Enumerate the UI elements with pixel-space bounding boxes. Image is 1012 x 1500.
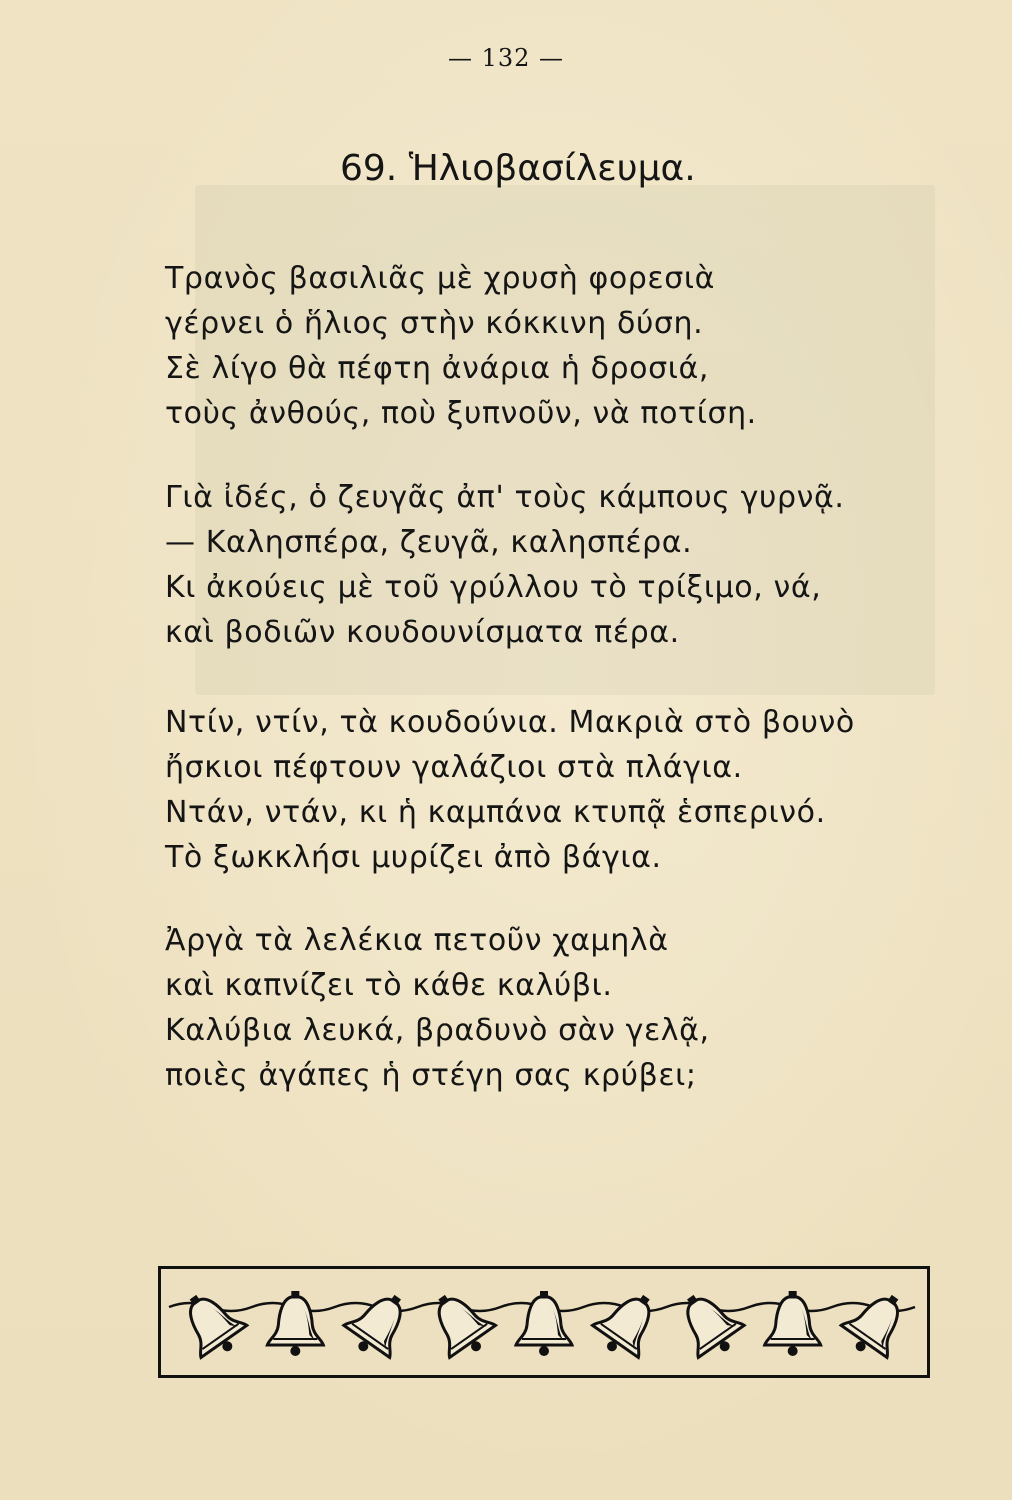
verse-line: Σὲ λίγο θὰ πέφτη ἀνάρια ἡ δροσιά, [165,351,709,386]
verse-line: Γιὰ ἰδές, ὁ ζευγᾶς ἀπ' τοὺς κάμπους γυρνᾷ. [165,480,845,515]
verse-line: Ντάν, ντάν, κι ἡ καμπάνα κτυπᾷ ἑσπερινό. [165,795,826,830]
verse-line: Κι ἀκούεις μὲ τοῦ γρύλλου τὸ τρίξιμο, νά, [165,570,822,605]
bell-icon [765,1291,821,1356]
verse-line: Τρανὸς βασιλιᾶς μὲ χρυσὴ φορεσιὰ [165,261,715,296]
bell-icon [267,1291,323,1356]
bell-icon [338,1281,421,1366]
verse-line: τοὺς ἀνθούς, ποὺ ξυπνοῦν, νὰ ποτίση. [165,396,757,431]
bell-icon [170,1281,253,1366]
verse-line: Καλύβια λευκά, βραδυνὸ σὰν γελᾷ, [165,1013,710,1048]
stanza-4 [165,918,955,1098]
bell-icon [419,1281,502,1366]
page-number: — 132 — [447,44,565,72]
verse-line: Ντίν, ντίν, τὰ κουδούνια. Μακριὰ στὸ βουνὸ [165,705,855,740]
bell-icon [586,1281,669,1366]
verse-line: Ἀργὰ τὰ λελέκια πετοῦν χαμηλὰ [165,923,669,958]
verse-line: ποιὲς ἀγάπες ἡ στέγη σας κρύβει; [165,1058,697,1093]
bell-icon [516,1291,572,1356]
poem-title: 69. Ἡλιοβασίλευμα. [340,148,696,189]
verse-line: γέρνει ὁ ἥλιος στὴν κόκκινη δύση. [165,306,704,341]
bell-icon [667,1281,750,1366]
stanza-1 [165,256,955,436]
bells-border-icon [161,1269,927,1375]
bell-icon [835,1281,918,1366]
stanza-2 [165,475,955,655]
stanza-3 [165,700,955,880]
verse-line: ἤσκιοι πέφτουν γαλάζιοι στὰ πλάγια. [165,750,743,785]
bells-border-ornament [158,1266,930,1378]
verse-line: καὶ καπνίζει τὸ κάθε καλύβι. [165,968,613,1003]
verse-line: — Καλησπέρα, ζευγᾶ, καλησπέρα. [165,525,693,560]
verse-line: καὶ βοδιῶν κουδουνίσματα πέρα. [165,615,680,650]
verse-line: Τὸ ξωκκλήσι μυρίζει ἀπὸ βάγια. [165,840,662,875]
